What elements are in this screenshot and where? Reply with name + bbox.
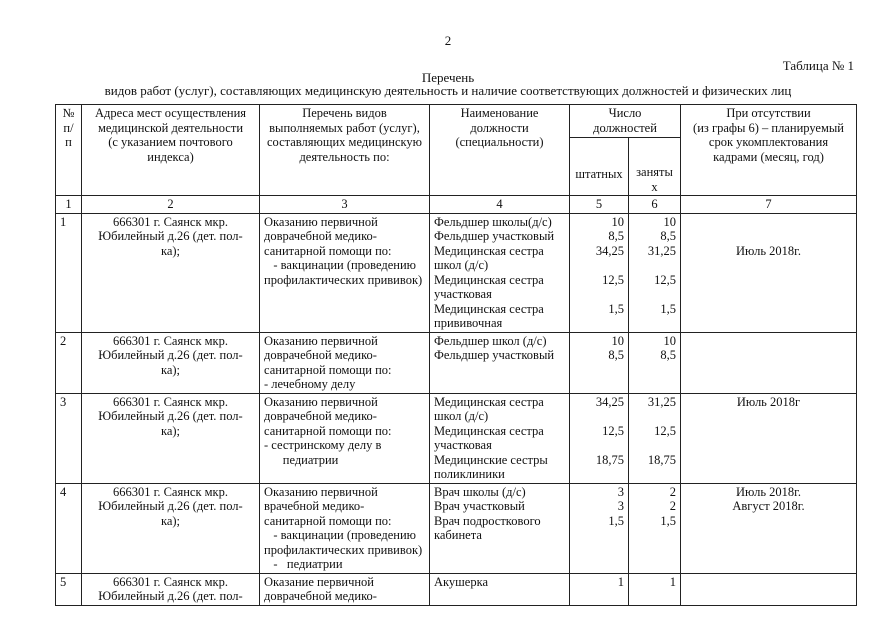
deadline-line: Июль 2018г.	[736, 243, 801, 258]
position-line: Медицинская сестра	[434, 423, 544, 438]
occupied-count-cell	[629, 483, 681, 573]
header-line: должностей	[593, 120, 657, 135]
deadline-cell	[681, 332, 857, 393]
deadline-cell	[681, 483, 857, 573]
occupied-count: 10	[663, 214, 677, 229]
deadline-line: Август 2018г.	[732, 499, 805, 513]
works-cell	[260, 483, 430, 573]
table-row	[56, 573, 857, 605]
address-line: 666301 г. Саянск мкр.	[112, 574, 229, 589]
table-body	[56, 213, 857, 605]
deadline-line: Июль 2018г	[736, 394, 801, 409]
header-row	[56, 105, 857, 138]
deadline-line	[685, 438, 852, 453]
works-line: - лечебному делу	[264, 377, 356, 391]
staff-count	[574, 528, 624, 543]
position-line: школ (д/с)	[434, 409, 489, 423]
occupied-count: 1,5	[660, 513, 677, 528]
position-line: Медицинская сестра	[434, 394, 544, 409]
row-number: 5	[56, 573, 82, 605]
works-cell	[260, 213, 430, 332]
header-count	[570, 105, 681, 138]
works-cell	[260, 393, 430, 483]
works-cell	[260, 332, 430, 393]
table-row	[56, 213, 857, 332]
works-line: - вакцинации (проведению	[264, 258, 417, 272]
document-title: Перечень	[421, 70, 475, 85]
position-line: Фельдшер школ (д/с)	[434, 333, 547, 348]
staff-count: 1	[617, 574, 624, 589]
position-line: Медицинская сестра	[434, 301, 544, 316]
deadline-line	[685, 316, 852, 331]
staff-count: 8,5	[608, 348, 624, 362]
staff-count	[574, 409, 624, 424]
column-number: 2	[82, 196, 260, 214]
header-line: (из графы 6) – планируемый	[693, 120, 844, 135]
position-cell	[430, 332, 570, 393]
occupied-count	[633, 543, 676, 558]
header-num	[56, 105, 82, 196]
row-number: 3	[56, 393, 82, 483]
deadline-line	[685, 363, 852, 378]
works-line: педиатрии	[264, 452, 339, 467]
header-deadline	[681, 105, 857, 196]
staff-count: 3	[617, 484, 624, 499]
staff-count	[574, 557, 624, 572]
address-cell	[82, 332, 260, 393]
occupied-count	[633, 377, 676, 392]
document-subtitle: видов работ (услуг), составляющих медицинскую деятельность и наличие соответствующих должностей и физических лиц	[104, 83, 792, 98]
occupied-count	[633, 409, 676, 424]
position-line: Медицинские сестры	[434, 452, 548, 467]
occupied-count: 18,75	[647, 452, 677, 467]
positions-table	[55, 104, 857, 606]
header-line: составляющих медицинскую	[266, 135, 423, 149]
occupied-count: 8,5	[660, 229, 677, 243]
address-line: ка);	[160, 423, 181, 438]
works-line: Оказанию первичной	[264, 484, 378, 499]
position-line: Медицинская сестра	[434, 243, 544, 258]
table-row	[56, 393, 857, 483]
works-line: доврачебной медико-	[264, 589, 377, 603]
works-line: санитарной помощи по:	[264, 243, 392, 258]
deadline-line	[685, 453, 852, 468]
staff-count: 12,5	[602, 272, 624, 287]
deadline-line	[685, 302, 852, 317]
occupied-count-cell	[629, 393, 681, 483]
occupied-count	[633, 287, 676, 302]
position-line: участковая	[434, 287, 492, 301]
address-line: ка);	[160, 362, 181, 377]
staff-count	[574, 377, 624, 392]
position-line: школ (д/с)	[434, 258, 489, 272]
column-number: 3	[260, 196, 430, 214]
occupied-count: 31,25	[647, 243, 677, 258]
staff-count: 1,5	[608, 513, 624, 528]
address-line: Юбилейный д.26 (дет. пол-	[98, 409, 243, 423]
works-cell	[260, 573, 430, 605]
occupied-count: 2	[669, 499, 677, 513]
staff-count	[574, 467, 624, 482]
header-line: п	[65, 135, 72, 149]
staff-count	[574, 287, 624, 302]
occupied-count	[633, 438, 676, 453]
header-position	[430, 105, 570, 196]
deadline-line	[685, 543, 852, 558]
header-line: должности	[470, 120, 529, 135]
occupied-count: 8,5	[660, 348, 677, 362]
header-line: п/	[63, 120, 74, 135]
occupied-count: 10	[663, 333, 677, 348]
column-number: 6	[629, 196, 681, 214]
staff-count-cell	[570, 483, 629, 573]
deadline-line	[685, 229, 852, 244]
header-line: При отсутствии	[726, 106, 811, 120]
header-line: индекса)	[147, 149, 194, 164]
column-number-row	[56, 196, 857, 214]
position-line: поликлиники	[434, 467, 505, 481]
address-cell	[82, 573, 260, 605]
works-line: доврачебной медико-	[264, 348, 377, 362]
header-line: Наименование	[460, 106, 539, 120]
deadline-cell	[681, 573, 857, 605]
column-number: 5	[570, 196, 629, 214]
works-line: Оказанию первичной	[264, 333, 378, 348]
deadline-line	[685, 557, 852, 572]
deadline-line	[685, 215, 852, 230]
works-line: Оказанию первичной	[264, 214, 378, 229]
address-line: Юбилейный д.26 (дет. пол-	[98, 348, 243, 362]
position-line	[434, 363, 565, 378]
address-line: Юбилейный д.26 (дет. пол-	[98, 229, 243, 243]
header-works	[260, 105, 430, 196]
staff-count	[574, 543, 624, 558]
header-address	[82, 105, 260, 196]
occupied-count	[633, 589, 676, 604]
position-line: Акушерка	[434, 574, 489, 589]
header-line: кадрами (месяц, год)	[713, 149, 824, 164]
occupied-count: 1,5	[660, 301, 677, 316]
table-row	[56, 332, 857, 393]
row-number: 2	[56, 332, 82, 393]
header-line: Перечень видов	[302, 106, 387, 120]
occupied-count-cell	[629, 213, 681, 332]
header-line: Число	[608, 106, 642, 120]
position-line	[434, 543, 565, 558]
deadline-line	[685, 589, 852, 604]
deadline-line	[685, 424, 852, 439]
position-line: участковая	[434, 438, 492, 452]
address-line: 666301 г. Саянск мкр.	[112, 484, 229, 499]
staff-count	[574, 438, 624, 453]
staff-count: 10	[611, 214, 624, 229]
position-line: кабинета	[434, 528, 482, 542]
deadline-line	[685, 334, 852, 349]
works-line: врачебной медико-	[264, 499, 365, 513]
occupied-count	[633, 467, 676, 482]
staff-count	[574, 258, 624, 273]
works-line: - вакцинации (проведению	[264, 528, 417, 542]
staff-count	[574, 363, 624, 378]
staff-count: 10	[611, 333, 624, 348]
header-line: (специальности)	[455, 135, 544, 149]
position-line: Медицинская сестра	[434, 272, 544, 287]
header-occupied	[629, 138, 681, 196]
header-line: Адреса мест осуществления	[94, 106, 247, 120]
deadline-line	[685, 377, 852, 392]
header-line: выполняемых работ (услуг),	[269, 120, 420, 135]
position-line	[434, 589, 565, 604]
header-line: деятельность по:	[299, 149, 390, 164]
works-line: профилактических прививок)	[264, 542, 423, 557]
deadline-line	[685, 409, 852, 424]
occupied-count: 2	[669, 484, 677, 499]
staff-count	[574, 589, 624, 604]
position-line: Врач участковый	[434, 499, 525, 513]
row-number: 4	[56, 483, 82, 573]
staff-count: 34,25	[595, 394, 624, 409]
occupied-count-cell	[629, 332, 681, 393]
deadline-line	[685, 514, 852, 529]
address-line: ка);	[160, 243, 181, 258]
occupied-count	[633, 316, 676, 331]
position-cell	[430, 483, 570, 573]
occupied-count: 1	[669, 574, 677, 589]
address-line: Юбилейный д.26 (дет. пол-	[98, 499, 243, 513]
deadline-line	[685, 467, 852, 482]
occupied-count: 12,5	[654, 423, 677, 438]
header-line: х	[651, 179, 658, 194]
works-line: санитарной помощи по:	[264, 513, 392, 528]
address-line: 666301 г. Саянск мкр.	[112, 333, 229, 348]
works-line: санитарной помощи по:	[264, 423, 392, 438]
deadline-line	[685, 528, 852, 543]
works-line: Оказание первичной	[264, 574, 374, 589]
staff-count	[574, 316, 624, 331]
staff-count-cell	[570, 393, 629, 483]
deadline-line	[685, 575, 852, 590]
occupied-count	[633, 363, 676, 378]
column-number: 7	[681, 196, 857, 214]
header-line: заняты	[636, 165, 673, 179]
position-line: Фельдшер школы(д/с)	[434, 214, 552, 229]
staff-count: 34,25	[595, 243, 624, 258]
deadline-line	[685, 287, 852, 302]
header-staff: штатных	[570, 138, 629, 196]
staff-count-cell	[570, 573, 629, 605]
works-line: профилактических прививок)	[264, 272, 423, 287]
header-line: (с указанием почтового	[108, 135, 233, 149]
position-line: Фельдшер участковый	[434, 229, 555, 243]
occupied-count	[633, 528, 676, 543]
row-number: 1	[56, 213, 82, 332]
position-line: Фельдшер участковый	[434, 348, 555, 362]
position-line: Врач школы (д/с)	[434, 484, 526, 499]
works-line: доврачебной медико-	[264, 409, 377, 423]
column-number: 1	[56, 196, 82, 214]
position-cell	[430, 393, 570, 483]
address-line: 666301 г. Саянск мкр.	[112, 394, 229, 409]
address-cell	[82, 393, 260, 483]
header-line: медицинской деятельности	[97, 120, 244, 135]
page-number: 2	[444, 33, 452, 48]
table-row	[56, 483, 857, 573]
column-number: 4	[430, 196, 570, 214]
position-line: Врач подросткового	[434, 513, 541, 528]
staff-count: 1,5	[608, 301, 624, 316]
position-line	[434, 557, 565, 572]
staff-count: 18,75	[595, 452, 624, 467]
deadline-line	[685, 348, 852, 363]
staff-count: 8,5	[608, 229, 624, 243]
staff-count: 3	[617, 499, 624, 513]
address-cell	[82, 213, 260, 332]
deadline-line	[685, 273, 852, 288]
occupied-count	[633, 258, 676, 273]
address-line: ка);	[160, 513, 181, 528]
staff-count-cell	[570, 213, 629, 332]
address-line: 666301 г. Саянск мкр.	[112, 214, 229, 229]
works-line: Оказанию первичной	[264, 394, 378, 409]
occupied-count	[633, 557, 676, 572]
staff-count: 12,5	[602, 423, 624, 438]
works-line: - сестринскому делу в	[264, 438, 382, 452]
address-line: Юбилейный д.26 (дет. пол-	[98, 589, 243, 603]
works-line: санитарной помощи по:	[264, 362, 392, 377]
deadline-cell	[681, 393, 857, 483]
table-label: Таблица № 1	[782, 58, 854, 73]
occupied-count-cell	[629, 573, 681, 605]
works-line: - педиатрии	[264, 557, 343, 571]
header-line: №	[62, 106, 75, 120]
deadline-line: Июль 2018г.	[736, 484, 801, 499]
position-line: прививочная	[434, 316, 503, 330]
deadline-cell	[681, 213, 857, 332]
position-cell	[430, 213, 570, 332]
occupied-count: 31,25	[647, 394, 677, 409]
address-cell	[82, 483, 260, 573]
position-cell	[430, 573, 570, 605]
occupied-count: 12,5	[654, 272, 677, 287]
works-line: доврачебной медико-	[264, 229, 377, 243]
position-line	[434, 377, 565, 392]
staff-count-cell	[570, 332, 629, 393]
header-line: срок укомплектования	[708, 135, 829, 149]
deadline-line	[685, 258, 852, 273]
